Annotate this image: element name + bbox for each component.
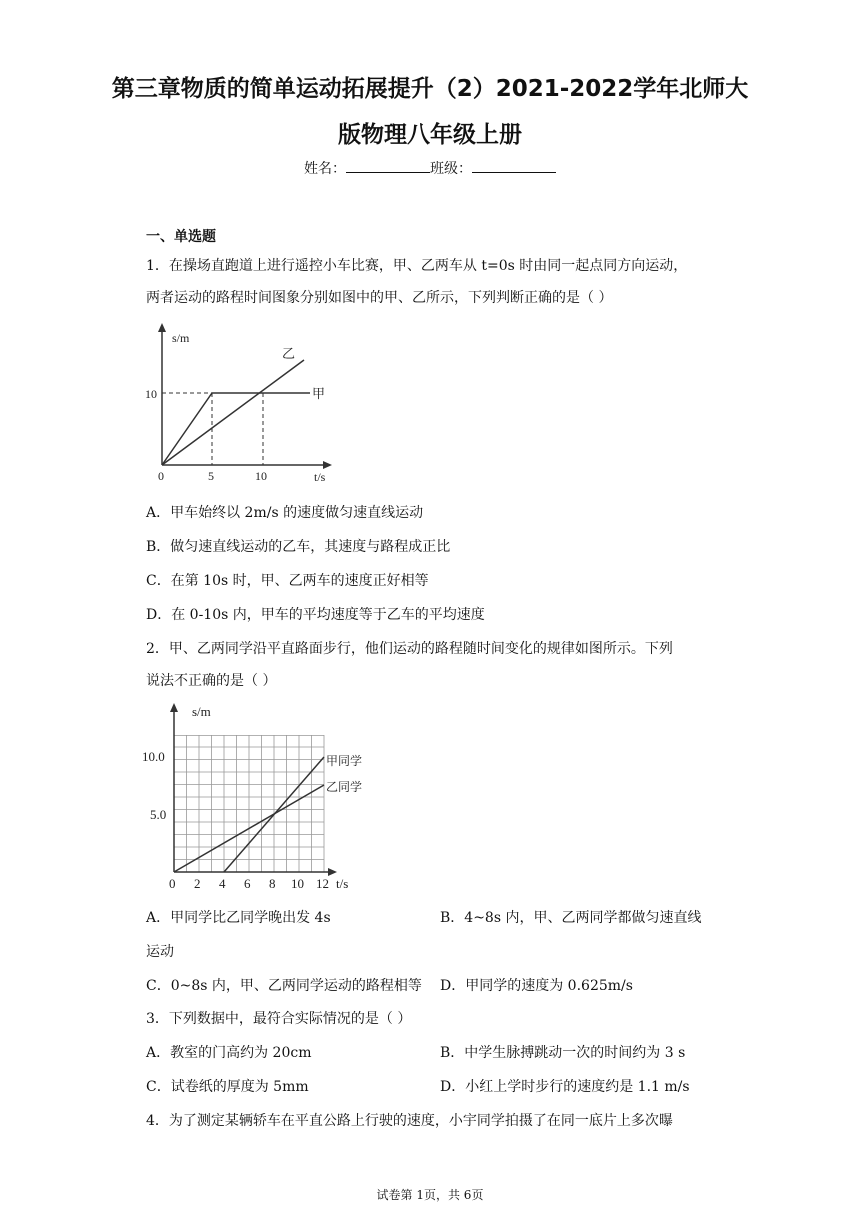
exam-title-line2: 版物理八年级上册 [338,122,522,148]
q1-st-graph [142,318,352,490]
q1-y-arrow [158,323,166,332]
q1-x-tick-10: 10 [255,469,267,483]
q2-y-tick-10: 10.0 [142,749,165,764]
q2-grid [174,735,324,872]
q2-x-tick-8: 8 [269,876,276,891]
q2-option-d[interactable]: D．甲同学的速度为 0.625m/s [440,978,633,994]
q2-option-a[interactable]: A．甲同学比乙同学晚出发 4s [146,910,331,926]
q3-option-a[interactable]: A．教室的门高约为 20cm [146,1045,312,1061]
class-label: 班级： [430,161,472,177]
q1-option-d[interactable]: D．在 0-10s 内，甲车的平均速度等于乙车的平均速度 [146,607,485,623]
q2-x-label: t/s [336,876,349,891]
q1-label-jia: 甲 [312,386,326,401]
q1-label-yi: 乙 [282,346,296,361]
q1-x-label: t/s [314,470,326,484]
q2-label-jia: 甲同学 [326,754,363,768]
q3-option-b[interactable]: B．中学生脉搏跳动一次的时间约为 3 s [440,1045,686,1061]
q2-x-arrow [328,868,337,876]
student-info [0,158,860,178]
q1-origin: 0 [158,469,164,483]
q3-stem: 3．下列数据中，最符合实际情况的是（ ） [146,1011,412,1027]
name-blank[interactable] [346,160,430,173]
q2-option-b[interactable]: B．4~8s 内，甲、乙两同学都做匀速直线 [440,910,702,926]
q2-option-c[interactable]: C．0~8s 内，甲、乙两同学运动的路程相等 [146,978,422,994]
q2-x-tick-12: 12 [316,876,329,891]
q2-stem-line2: 说法不正确的是（ ） [146,673,277,689]
q3-option-c[interactable]: C．试卷纸的厚度为 5mm [146,1079,309,1095]
q2-y-label: s/m [192,704,211,719]
name-label: 姓名： [304,161,346,177]
q2-x-tick-6: 6 [244,876,251,891]
q1-x-tick-5: 5 [208,469,214,483]
q4-stem-line1: 4．为了测定某辆轿车在平直公路上行驶的速度，小宇同学拍摄了在同一底片上多次曝 [146,1113,673,1129]
q1-stem-line1: 1．在操场直跑道上进行遥控小车比赛，甲、乙两车从 t=0s 时由同一起点同方向运动， [146,258,688,274]
q1-y-tick-10: 10 [145,387,157,401]
q2-x-tick-2: 2 [194,876,201,891]
q2-st-graph [142,700,382,895]
q2-x-tick-0: 0 [169,876,176,891]
class-blank[interactable] [472,160,556,173]
q1-line-yi [162,360,304,465]
page-footer: 试卷第 1页，共 6页 [376,1188,484,1202]
q2-y-arrow [170,703,178,712]
q2-label-yi: 乙同学 [326,780,363,794]
q1-x-arrow [323,461,332,469]
section-title: 一、单选题 [146,229,216,245]
q1-option-a[interactable]: A．甲车始终以 2m/s 的速度做匀速直线运动 [146,505,424,521]
q1-y-label: s/m [172,331,190,345]
q1-stem-line2: 两者运动的路程时间图象分别如图中的甲、乙所示，下列判断正确的是（ ） [146,290,613,306]
q2-y-tick-5: 5.0 [150,807,167,822]
q2-x-tick-4: 4 [219,876,226,891]
q2-stem-line1: 2．甲、乙两同学沿平直路面步行，他们运动的路程随时间变化的规律如图所示。下列 [146,641,673,657]
exam-title-line1: 第三章物质的简单运动拓展提升（2）2021-2022学年北师大 [111,76,749,102]
q1-option-c[interactable]: C．在第 10s 时，甲、乙两车的速度正好相等 [146,573,429,589]
q1-option-b[interactable]: B．做匀速直线运动的乙车，其速度与路程成正比 [146,539,451,555]
q1-line-jia [162,393,310,465]
q2-x-tick-10: 10 [291,876,304,891]
q2-option-b-cont[interactable]: 运动 [146,944,174,960]
q3-option-d[interactable]: D．小红上学时步行的速度约是 1.1 m/s [440,1079,690,1095]
